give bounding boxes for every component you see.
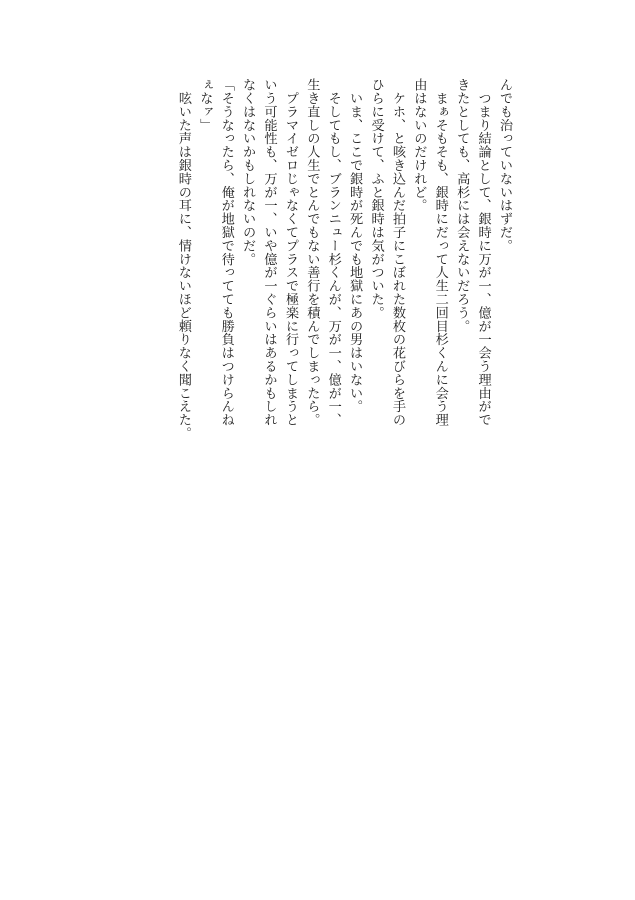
text-column-4: まぁそもそも、銀時にだって人生二回目杉くんに会う理 xyxy=(432,78,448,427)
text-column-5: 由はないのだけれど。 xyxy=(411,78,427,212)
text-column-10: 生き直しの人生でとんでもない善行を積んでしまったら。 xyxy=(304,78,320,427)
text-column-16: 呟いた声は銀時の耳に、情けないほど頼りなく聞こえた。 xyxy=(175,78,191,440)
text-column-2: つまり結論として、銀時に万が一、億が一会う理由がで xyxy=(475,78,491,427)
text-column-3: きたとしても、高杉には会えないだろう。 xyxy=(454,78,470,333)
text-column-8: いま、ここで銀時が死んでも地獄にあの男はいない。 xyxy=(347,78,363,413)
text-column-9: そしてもし、ブランニュー杉くんが、万が一、億が一、 xyxy=(325,78,341,427)
text-column-1: んでも治っていないはずだ。 xyxy=(497,78,512,253)
text-column-15: ぇなァ」 xyxy=(197,78,213,132)
text-column-12: いう可能性も、万が一、いや億が一ぐらいはあるかもしれ xyxy=(261,78,277,427)
text-column-6: ケホ、と咳き込んだ拍子にこぼれた数枚の花びらを手の xyxy=(389,78,405,427)
text-column-13: なくはないかもしれないのだ。 xyxy=(240,78,256,266)
vertical-text-body xyxy=(173,78,516,438)
text-column-14: 「そうなったら、俺が地獄で待ってても勝負はつけらんね xyxy=(218,78,234,427)
text-column-7: ひらに受けて、ふと銀時は気がついた。 xyxy=(368,78,384,320)
text-column-11: プラマイゼロじゃなくてプラスで極楽に行ってしまうと xyxy=(282,78,298,427)
